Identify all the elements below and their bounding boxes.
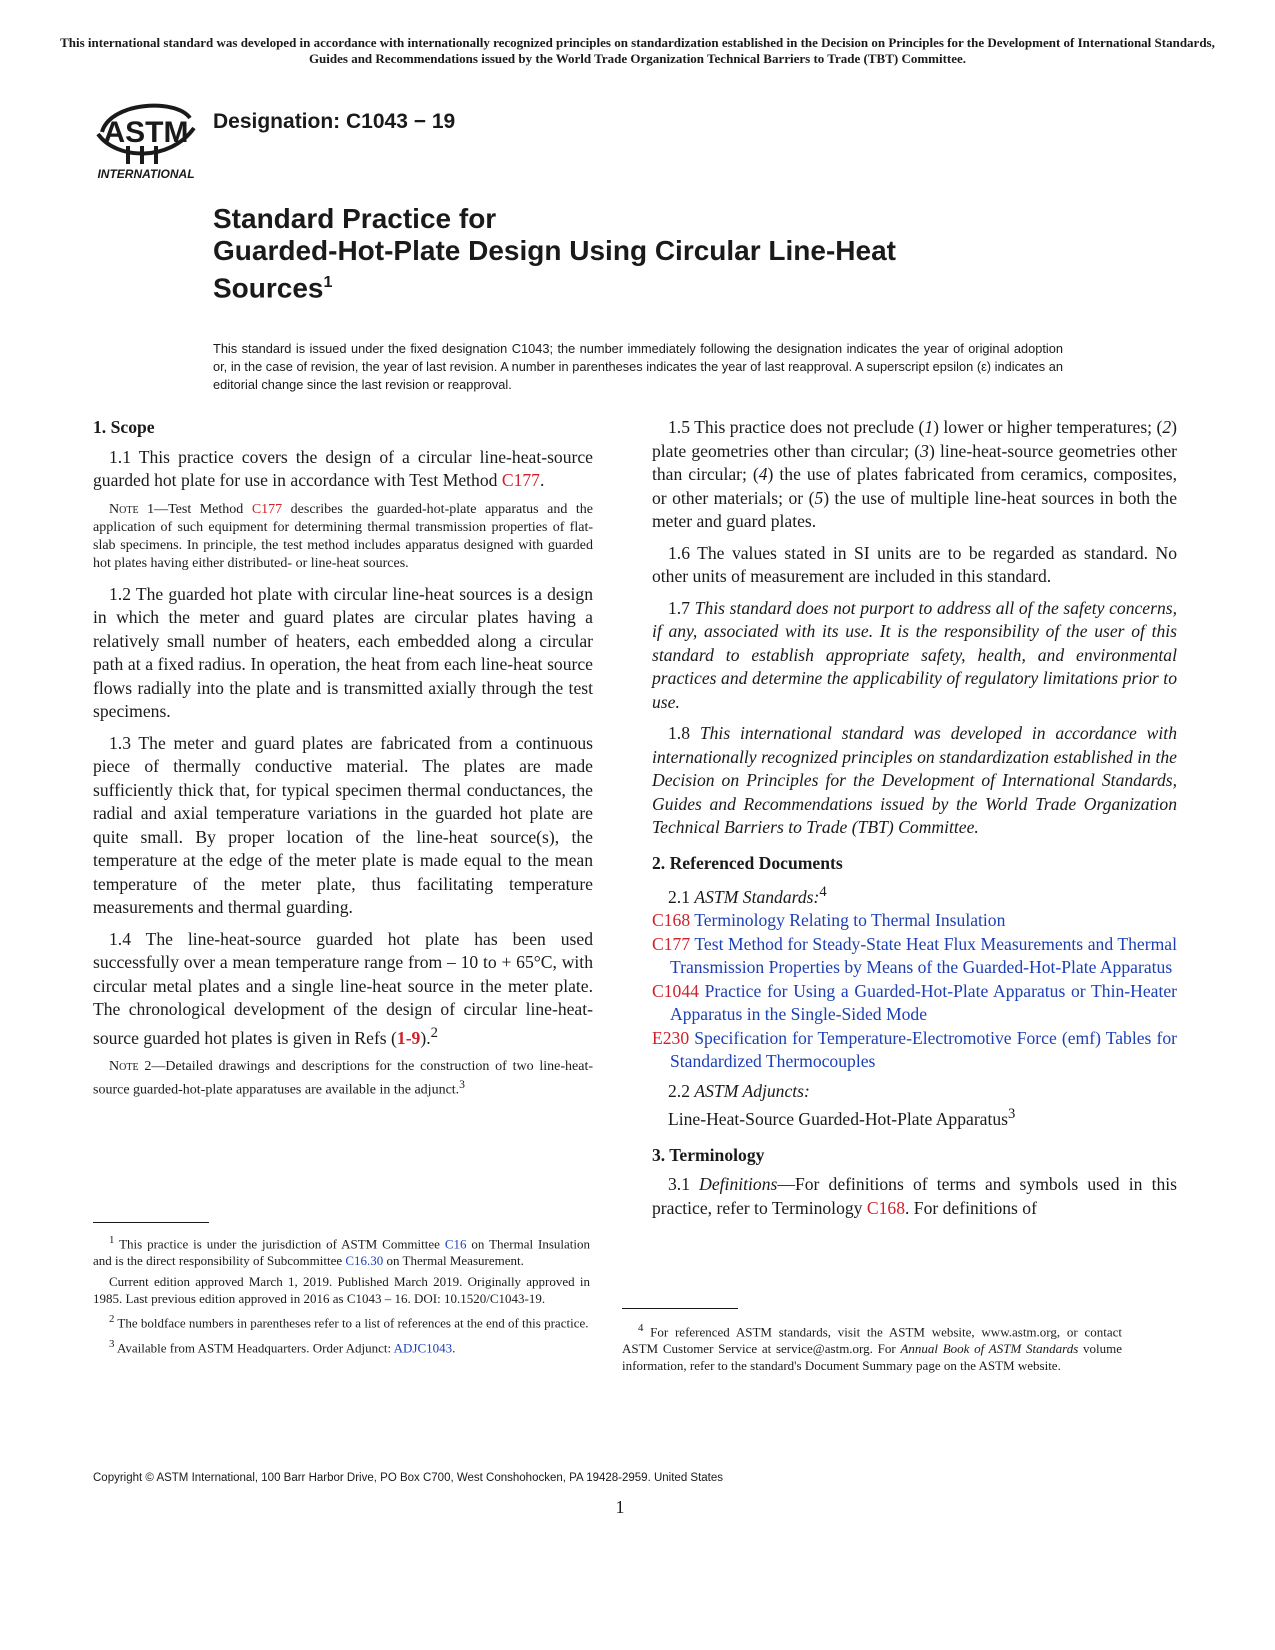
astm-logo: [92, 88, 200, 180]
title-footnote-mark: 1: [323, 274, 333, 291]
footnote-rule-left: [93, 1222, 209, 1223]
adjunct-item: Line-Heat-Source Guarded-Hot-Plate Apparatus$^3$: [668, 1106, 1016, 1130]
footnote-1: $^1$ This practice is under the jurisdiction of ASTM Committee C16 on Thermal Insulation and is the direct responsibility of Subcommittee C16.30 on Thermal Measurement.: [93, 1234, 590, 1269]
link-c177-note[interactable]: C177: [251, 501, 283, 517]
para-2-1: 2.1 ASTM Standards:$^4$: [668, 884, 827, 907]
ref-item[interactable]: C1044 Practice for Using a Guarded-Hot-Plate Apparatus or Thin-Heater Apparatus in the Single-Sided Mode: [652, 980, 1177, 1025]
ref-item[interactable]: E230 Specification for Temperature-Electromotive Force (emf) Tables for Standardized Thermocouples: [652, 1027, 1178, 1072]
section-heading-terminology: 3. Terminology: [652, 1144, 765, 1165]
section-heading-scope: 1. Scope: [93, 417, 155, 437]
left-column: [93, 416, 593, 1110]
link-c168[interactable]: C168: [866, 1197, 905, 1218]
footnote-2: $^2$ The boldface numbers in parentheses refer to a list of references at the end of this practice.: [109, 1313, 589, 1331]
link-c16-30[interactable]: C16.30: [345, 1253, 384, 1269]
ref-item[interactable]: C168 Terminology Relating to Thermal Insulation: [652, 910, 1006, 931]
footnote-1-edition: Current edition approved March 1, 2019. Published March 2019. Originally approved in 1985. Last previous edition approved in 2016 as C1043 – 16. DOI: 10.1520/C1043-19.: [93, 1274, 590, 1307]
designation: Designation: C1043 − 19: [213, 110, 456, 133]
title-line-2: Guarded-Hot-Plate Design Using Circular Line-Heat: [213, 235, 896, 266]
footnotes-left: [93, 1232, 590, 1360]
para-1-3: 1.3 The meter and guard plates are fabricated from a continuous piece of thermally conductive material. The plates are made sufficiently thick that, for typical specimen thermal conductances, the radial and axial temperature variations in the guarded hot plate are quite small. By proper location of the line-heat source(s), the temperature at the edge of the meter plate is made equal to the mean temperature of the meter plate, thus facilitating temperature measurements and thermal guarding.: [93, 732, 593, 917]
link-refs-1-9[interactable]: 1-9: [396, 1027, 421, 1048]
para-1-8: 1.8 This international standard was developed in accordance with internationally recognized principles on standardization established in the Decision on Principles for the Development of International Standards, Guides and Recommendations issued by the World Trade Organization Technical Barriers to Trade (TBT) Committee.: [652, 723, 1177, 837]
para-1-7: 1.7 This standard does not purport to address all of the safety concerns, if any, associated with its use. It is the responsibility of the user of this standard to establish appropriate safety, health, and environmental practices and determine the applicability of regulatory limitations prior to use.: [652, 597, 1178, 712]
top-notice: This international standard was developed in accordance with internationally recognized principles on standardization established in the Decision on Principles for the Development of International Standards, Guides and Recommendations issued by the World Trade Organization Technical Barriers to Trade (TBT) Committee.: [60, 35, 1215, 66]
title-line-1: Standard Practice for: [213, 203, 497, 234]
title-line-3: Sources: [213, 272, 324, 304]
issuance-statement: This standard is issued under the fixed designation C1043; the number immediately following the designation indicates the year of original adoption or, in the case of revision, the year of last revision. A number in parentheses indicates the year of last reapproval. A superscript epsilon (ε) indicates an editorial change since the last revision or reapproval.: [213, 341, 1063, 392]
logo-international-text: INTERNATIONAL: [97, 167, 195, 180]
para-2-2: 2.2 ASTM Adjuncts:: [668, 1080, 810, 1101]
section-heading-referenced-documents: 2. Referenced Documents: [652, 852, 843, 873]
para-1-2: 1.2 The guarded hot plate with circular line-heat sources is a design in which the meter and guard plates are circular plates having a relatively small number of heaters, each embedded along a circular path at a fixed radius. In operation, the heat from each line-heat source flows radially into the plate and is transmitted axially through the test specimens.: [93, 583, 593, 721]
footnote-3: $^3$ Available from ASTM Headquarters. Order Adjunct: ADJC1043.: [109, 1337, 456, 1355]
right-column: [652, 416, 1177, 1228]
link-c16[interactable]: C16: [444, 1236, 467, 1252]
link-c177[interactable]: C177: [501, 470, 540, 490]
link-adjc1043[interactable]: ADJC1043: [393, 1339, 453, 1355]
footnote-4: $^4$ For referenced ASTM standards, visit the ASTM website, www.astm.org, or contact ASTM Customer Service at service@astm.org. For Annual Book of ASTM Standards volume information, refer to the standard's Document Summary page on the ASTM website.: [622, 1322, 1122, 1374]
ref-item[interactable]: C177 Test Method for Steady-State Heat Flux Measurements and Thermal Transmission Properties by Means of the Guarded-Hot-Plate Apparatus: [652, 933, 1177, 978]
para-1-4: 1.4 The line-heat-source guarded hot plate has been used successfully over a mean temperature range from – 10 to + 65°C, with circular metal plates and a single line-heat source in the meter plate. The chronological development of the design of circular line-heat-source guarded hot plates is given in Refs (1-9).$^2$: [93, 928, 593, 1048]
astm-standards-list: [652, 909, 1177, 1074]
page-number: 1: [615, 1497, 625, 1517]
para-3-1: 3.1 Definitions—For definitions of terms and symbols used in this practice, refer to Terminology C168. For definitions of: [652, 1174, 1178, 1218]
note-2: Note 2—Detailed drawings and descriptions for the construction of two line-heat-source guarded-hot-plate apparatuses are available in the adjunct.$^3$: [93, 1058, 593, 1098]
para-1-5: 1.5 This practice does not preclude (1) lower or higher temperatures; (2) plate geometries other than circular; (3) line-heat-source geometries other than circular; (4) the use of plates fabricated from ceramics, composites, or other materials; or (5) the use of multiple line-heat sources in both the meter and guard plates.: [652, 417, 1178, 531]
copyright-line: Copyright © ASTM International, 100 Barr Harbor Drive, PO Box C700, West Conshohocken, PA 19428-2959. United States: [93, 1472, 724, 1484]
logo-letters: ASTM: [103, 116, 189, 149]
note-1: Note 1—Test Method C177 describes the guarded-hot-plate apparatus and the application of such equipment for determining thermal transmission properties of flat-slab specimens. In principle, the test method includes apparatus designed with guarded hot plates having either distributed- or line-heat sources.: [93, 501, 593, 571]
footnotes-right: [622, 1320, 1122, 1378]
para-1-1: 1.1 This practice covers the design of a circular line-heat-source guarded hot plate for use in accordance with Test Method C177.: [93, 446, 593, 490]
para-1-6: 1.6 The values stated in SI units are to be regarded as standard. No other units of measurement are included in this standard.: [652, 542, 1177, 586]
title-block: [213, 203, 1113, 304]
footnote-rule-right: [622, 1308, 738, 1309]
